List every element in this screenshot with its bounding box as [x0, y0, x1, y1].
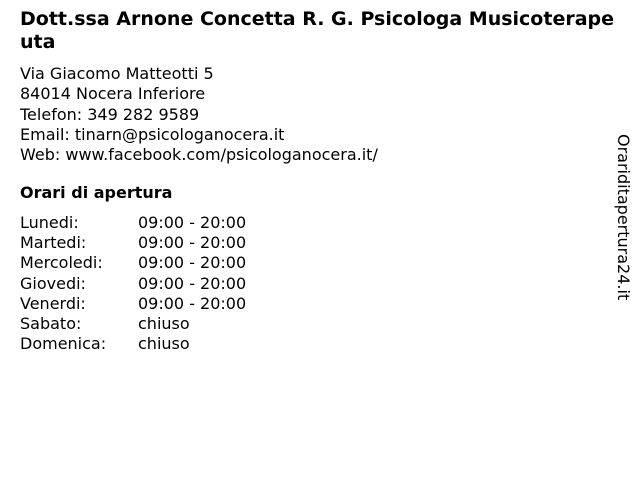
hours-row-wednesday — [20, 253, 246, 273]
day-hours: 09:00 - 20:00 — [138, 273, 247, 293]
day-label: Martedi: — [20, 233, 87, 253]
day-hours: 09:00 - 20:00 — [138, 213, 247, 232]
business-name: Dott.ssa Arnone Concetta R. G. Psicologa Musicoterapeuta — [20, 8, 615, 53]
day-label: Venerdi: — [20, 293, 86, 313]
hours-row-sunday — [20, 334, 246, 354]
day-label: Sabato: — [20, 314, 82, 334]
hours-row-thursday — [20, 274, 246, 294]
day-hours: 09:00 - 20:00 — [138, 253, 247, 273]
city-address: 84014 Nocera Inferiore — [20, 84, 206, 104]
opening-hours-table — [20, 213, 246, 354]
day-label: Lunedi: — [20, 213, 79, 232]
day-hours: chiuso — [138, 314, 190, 334]
day-hours: 09:00 - 20:00 — [138, 233, 247, 253]
hours-row-tuesday — [20, 233, 246, 253]
day-label: Mercoledi: — [20, 253, 103, 273]
contact-block — [20, 64, 378, 165]
hours-row-saturday — [20, 314, 246, 334]
email-address: Email: tinarn@psicologanocera.it — [20, 124, 285, 144]
hours-heading: Orari di apertura — [20, 183, 173, 202]
day-label: Domenica: — [20, 334, 107, 354]
day-hours: 09:00 - 20:00 — [138, 293, 247, 313]
day-label: Giovedi: — [20, 273, 86, 293]
day-hours: chiuso — [138, 334, 190, 354]
site-watermark: Orariditapertura24.it — [614, 134, 633, 301]
website: Web: www.facebook.com/psicologanocera.it/ — [20, 145, 378, 165]
street-address: Via Giacomo Matteotti 5 — [20, 64, 214, 83]
hours-row-monday — [20, 213, 246, 233]
hours-row-friday — [20, 294, 246, 314]
phone-number: Telefon: 349 282 9589 — [20, 104, 200, 124]
